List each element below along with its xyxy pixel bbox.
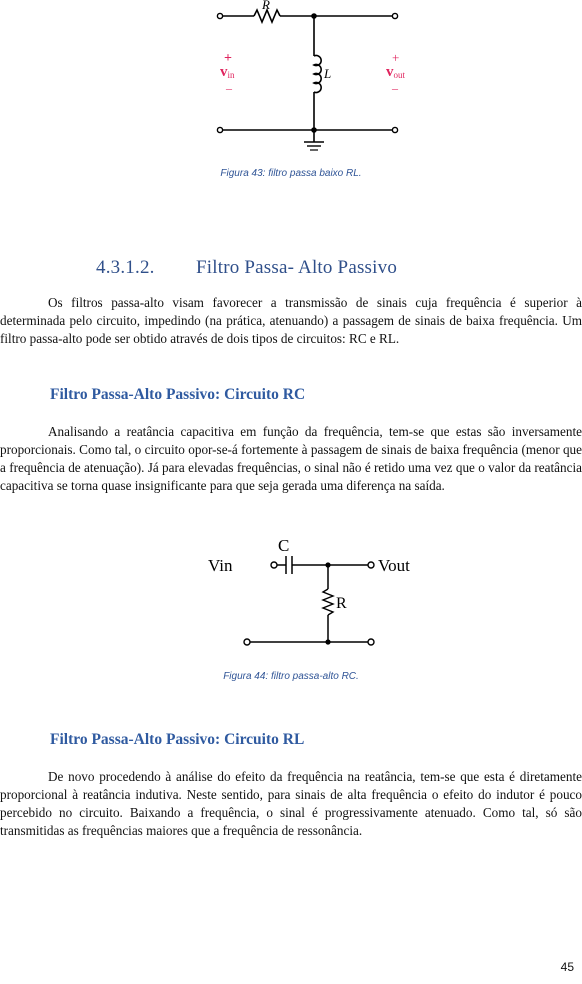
capacitor-c-symbol (286, 556, 292, 574)
figure-44-caption: Figura 44: filtro passa-alto RC. (223, 671, 359, 682)
figure-43-rl-lowpass-diagram (190, 0, 430, 160)
node-bottom-left (217, 127, 222, 132)
intro-text: Os filtros passa-alto visam favorecer a transmissão de sinais cuja frequência é superior à determinada pelo circuito, impedindo (na prática, atenuando) a passagem de sinais de baixa frequência. Um filtro passa-alto pode ser obtido através de dois tipos de circuitos: RC e RL. (0, 295, 582, 346)
section-title: Filtro Passa- Alto Passivo (196, 257, 398, 278)
vout-plus-sign: + (392, 50, 400, 65)
section-heading (96, 257, 397, 279)
node-bottom-left (244, 639, 250, 645)
node-bottom-right (368, 639, 374, 645)
intro-paragraph (0, 294, 582, 348)
vin-label: vin (220, 64, 235, 80)
node-vin (271, 562, 277, 568)
node-top-left (217, 13, 222, 18)
figure-44-rc-highpass-diagram (200, 535, 430, 660)
node-vout (368, 562, 374, 568)
vout-minus-sign: – (392, 81, 398, 95)
vin-minus-sign: – (226, 81, 232, 95)
inductor-l-symbol (314, 55, 321, 92)
rc-text: Analisando a reatância capacitiva em função da frequência, tem-se que estas são inversamente proporcionais. Como tal, o circuito opor-se-á fortemente à passagem de sinais de baixa frequência (menor que a frequência de atenuação). Já para elevadas frequências, o sinal não é retido uma vez que o valor da reatância capacitiva se torna quase insignificante para que seja gerada uma diferença na saída. (0, 424, 582, 493)
resistor-r-symbol (323, 589, 333, 615)
section-number: 4.3.1.2. (96, 257, 155, 278)
ground-symbol (304, 142, 324, 150)
node-bottom-right (392, 127, 397, 132)
node-top-right (392, 13, 397, 18)
capacitor-label: C (278, 536, 290, 555)
vout-label: vout (386, 64, 406, 80)
resistor-label: R (262, 0, 270, 12)
figure-43-caption: Figura 43: filtro passa baixo RL. (220, 168, 362, 179)
rl-heading: Filtro Passa-Alto Passivo: Circuito RL (50, 731, 305, 748)
page-number: 45 (560, 960, 574, 974)
vout-label: Vout (378, 556, 410, 575)
rl-text: De novo procedendo à análise do efeito da frequência na reatância, tem-se que esta é diretamente proporcional à reatância indutiva. Neste sentido, para sinais de alta frequência o efeito do indutor é pouco percebido no circuito. Baixando a frequência, o sinal é progressivamente atenuado. Como tal, só são transmitidas as frequências maiores que a frequência de ressonância. (0, 769, 582, 838)
rc-paragraph (0, 423, 582, 495)
rl-paragraph (0, 768, 582, 840)
rc-heading: Filtro Passa-Alto Passivo: Circuito RC (50, 386, 306, 403)
vin-label: Vin (208, 556, 233, 575)
inductor-label: L (324, 66, 332, 81)
node-junction-bottom (325, 639, 330, 644)
resistor-label: R (336, 595, 347, 612)
vin-plus-sign: + (224, 51, 232, 66)
